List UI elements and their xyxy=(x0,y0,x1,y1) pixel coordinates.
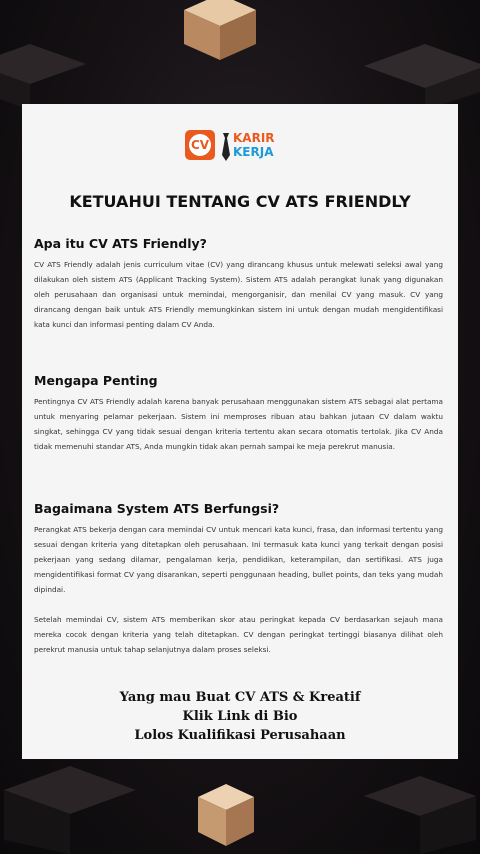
section-heading-how: Bagaimana System ATS Berfungsi? xyxy=(34,501,280,516)
cube-decoration-top-right xyxy=(360,40,480,110)
cta-line-3: Lolos Kualifikasi Perusahaan xyxy=(134,728,346,743)
call-to-action xyxy=(22,688,458,745)
cv-badge-icon xyxy=(185,130,215,160)
info-card xyxy=(22,104,458,759)
section-heading-what: Apa itu CV ATS Friendly? xyxy=(34,236,207,251)
cube-decoration-top-left xyxy=(0,40,90,110)
section-heading-why: Mengapa Penting xyxy=(34,373,158,388)
section-body-why: Pentingnya CV ATS Friendly adalah karena banyak perusahaan menggunakan sistem ATS sebagai alat pertama untuk menyaring pelamar pekerjaan. Sistem ini memproses ribuan atau bahkan jutaan CV dalam waktu singkat, sehingga CV yang tidak sesuai dengan kriteria tertentu akan secara otomatis tertolak. Jika CV Anda tidak memenuhi standar ATS, Anda mungkin tidak akan pernah sampai ke meja perekrut manusia. xyxy=(34,397,443,451)
cube-decoration-bottom-left xyxy=(0,760,140,854)
brand-line-2: KERJA xyxy=(233,145,274,159)
section-body-what: CV ATS Friendly adalah jenis curriculum vitae (CV) yang dirancang khusus untuk melewati seleksi awal yang dilakukan oleh sistem ATS (Applicant Tracking System). Sistem ATS adalah perangkat lunak yang digunakan oleh perusahaan dan organisasi untuk memindai, mengorganisir, dan menilai CV yang masuk. CV yang dirancang dengan baik untuk ATS Friendly memungkinkan sistem ini untuk dengan mudah mengidentifikasi kata kunci dan informasi penting dalam CV Anda. xyxy=(34,260,443,329)
tie-icon xyxy=(221,133,231,161)
section-body-how: Perangkat ATS bekerja dengan cara memindai CV untuk mencari kata kunci, frasa, dan informasi tertentu yang sesuai dengan kriteria yang ditetapkan oleh perusahaan. Ini termasuk kata kunci yang terkait dengan posisi pekerjaan yang sedang dilamar, pengalaman kerja, pendidikan, keterampilan, dan sertifikasi. ATS juga mengidentifikasi format CV yang disarankan, seperti penggunaan heading, bullet points, dan teks yang mudah dipindai. xyxy=(34,525,443,594)
cube-decoration-top xyxy=(180,0,260,62)
section-body-how-2: Setelah memindai CV, sistem ATS memberikan skor atau peringkat kepada CV berdasarkan sejauh mana mereka cocok dengan kriteria yang telah ditetapkan. CV dengan peringkat tertinggi biasanya dilihat oleh perekrut manusia untuk tahap selanjutnya dalam proses seleksi. xyxy=(34,615,443,654)
brand-line-1: KARIR xyxy=(233,131,275,145)
cta-line-1: Yang mau Buat CV ATS & Kreatif xyxy=(119,690,361,705)
cv-badge-text: CV xyxy=(189,134,211,156)
cube-decoration-bottom xyxy=(196,782,256,850)
cube-decoration-bottom-right xyxy=(360,770,480,854)
brand-name xyxy=(233,131,275,159)
page-title: KETUAHUI TENTANG CV ATS FRIENDLY xyxy=(69,192,411,211)
karir-kerja-logo xyxy=(185,130,305,164)
cta-line-2: Klik Link di Bio xyxy=(182,709,298,724)
